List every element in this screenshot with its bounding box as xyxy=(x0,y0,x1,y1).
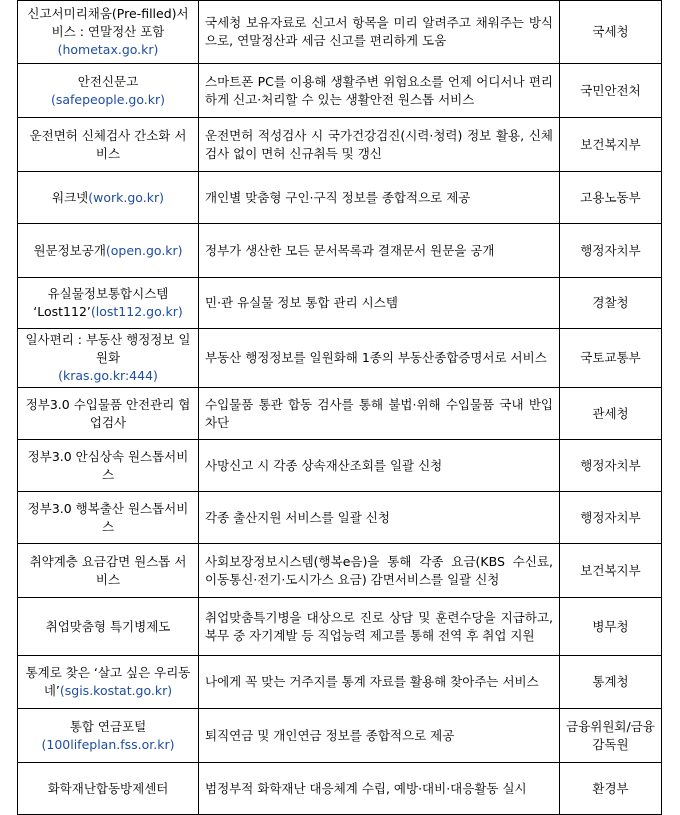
table-row xyxy=(18,544,662,598)
service-description: 사망신고 시 각종 상속재산조회를 일괄 신청 xyxy=(199,440,560,492)
service-description: 운전면허 적성검사 시 국가건강검진(시력·청력) 정보 활용, 신체검사 없이 면허 신규취득 및 갱신 xyxy=(199,118,560,172)
service-description: 정부가 생산한 모든 문서목록과 결재문서 원문을 공개 xyxy=(199,224,560,278)
agency-name: 금융위원회/금융감독원 xyxy=(560,709,662,763)
agency-name: 국민안전처 xyxy=(560,64,662,118)
service-name-cell xyxy=(18,1,199,64)
service-name-cell xyxy=(18,278,199,329)
agency-name: 병무청 xyxy=(560,598,662,656)
service-description: 스마트폰 PC를 이용해 생활주변 위험요소를 언제 어디서나 편리하게 신고·처리할 수 있는 생활안전 원스톱 서비스 xyxy=(199,64,560,118)
service-description: 개인별 맞춤형 구인·구직 정보를 종합적으로 제공 xyxy=(199,172,560,224)
agency-name: 통계청 xyxy=(560,656,662,709)
service-url[interactable]: (hometax.go.kr) xyxy=(57,42,159,57)
service-description: 범정부적 화학재난 대응체계 수립, 예방·대비·대응활동 실시 xyxy=(199,763,560,815)
service-name: 정부3.0 행복출산 원스톱서비스 xyxy=(27,500,189,534)
agency-name: 관세청 xyxy=(560,388,662,440)
service-url[interactable]: (kras.go.kr:444) xyxy=(58,368,158,383)
service-description: 민·관 유실물 정보 통합 관리 시스템 xyxy=(199,278,560,329)
table-row xyxy=(18,118,662,172)
service-name-cell xyxy=(18,763,199,815)
service-name: 정부3.0 안심상속 원스톱서비스 xyxy=(27,448,189,482)
table-row xyxy=(18,492,662,544)
service-name-cell xyxy=(18,544,199,598)
service-name-cell xyxy=(18,172,199,224)
agency-name: 보건복지부 xyxy=(560,544,662,598)
service-name: 원문정보공개 xyxy=(33,242,106,258)
service-url[interactable]: (sgis.kostat.go.kr) xyxy=(59,683,173,698)
service-description: 국세청 보유자료로 신고서 항목을 미리 알려주고 채워주는 방식으로, 연말정산과 세금 신고를 편리하게 도움 xyxy=(199,1,560,64)
service-name: 안전신문고 xyxy=(77,73,139,89)
service-name-cell xyxy=(18,440,199,492)
agency-name: 환경부 xyxy=(560,763,662,815)
table-row xyxy=(18,224,662,278)
agency-name: 국토교통부 xyxy=(560,329,662,388)
table-row xyxy=(18,440,662,492)
service-name-cell xyxy=(18,118,199,172)
service-description: 나에게 꼭 맞는 거주지를 통계 자료를 활용해 찾아주는 서비스 xyxy=(199,656,560,709)
services-table xyxy=(17,0,662,815)
service-url[interactable]: (lost112.go.kr) xyxy=(90,304,183,319)
service-name: 일사편리 : 부동산 행정정보 일원화 xyxy=(25,332,191,365)
service-url[interactable]: (work.go.kr) xyxy=(88,189,164,205)
service-description: 수입물품 통관 합동 검사를 통해 불법·위해 수입물품 국내 반입 차단 xyxy=(199,388,560,440)
service-name-cell xyxy=(18,329,199,388)
table-row xyxy=(18,763,662,815)
service-name: 통합 연금포털 xyxy=(69,718,147,734)
service-name-cell xyxy=(18,64,199,118)
table-row xyxy=(18,1,662,64)
table-row xyxy=(18,278,662,329)
agency-name: 행정자치부 xyxy=(560,224,662,278)
table-row xyxy=(18,64,662,118)
service-name: 유실물정보통합시스템 ‘Lost112’ xyxy=(33,286,169,319)
service-name: 워크넷 xyxy=(52,189,89,205)
service-url[interactable]: (safepeople.go.kr) xyxy=(50,91,166,107)
service-name-cell xyxy=(18,388,199,440)
service-name: 취업맞춤형 특기병제도 xyxy=(45,618,171,634)
table-row xyxy=(18,656,662,709)
service-name-cell xyxy=(18,492,199,544)
table-row xyxy=(18,329,662,388)
service-name: 화학재난합동방제센터 xyxy=(47,780,169,796)
service-description: 취업맞춤특기병을 대상으로 진로 상담 및 훈련수당을 지급하고, 복무 중 자기계발 등 직업능력 제고를 통해 전역 후 취업 지원 xyxy=(199,598,560,656)
agency-name: 국세청 xyxy=(560,1,662,64)
service-name: 정부3.0 수입물품 안전관리 협업검사 xyxy=(25,396,191,430)
agency-name: 경찰청 xyxy=(560,278,662,329)
service-description: 각종 출산지원 서비스를 일괄 신청 xyxy=(199,492,560,544)
table-row xyxy=(18,388,662,440)
table-row xyxy=(18,709,662,763)
agency-name: 행정자치부 xyxy=(560,440,662,492)
table-row xyxy=(18,172,662,224)
agency-name: 보건복지부 xyxy=(560,118,662,172)
service-name-cell xyxy=(18,656,199,709)
table-row xyxy=(18,598,662,656)
service-name-cell xyxy=(18,224,199,278)
service-name-cell xyxy=(18,709,199,763)
service-description: 퇴직연금 및 개인연금 정보를 종합적으로 제공 xyxy=(199,709,560,763)
service-description: 부동산 행정정보를 일원화해 1종의 부동산종합증명서로 서비스 xyxy=(199,329,560,388)
service-description: 사회보장정보시스템(행복e음)을 통해 각종 요금(KBS 수신료, 이동통신·전기·도시가스 요금) 감면서비스를 일괄 신청 xyxy=(199,544,560,598)
service-name: 취약계층 요금감면 원스톱 서비스 xyxy=(29,553,187,587)
agency-name: 행정자치부 xyxy=(560,492,662,544)
service-name-cell xyxy=(18,598,199,656)
service-name: 운전면허 신체검사 간소화 서비스 xyxy=(29,127,187,161)
service-url[interactable]: (open.go.kr) xyxy=(105,242,183,258)
service-name: 통계로 찾은 ‘살고 싶은 우리동네’ xyxy=(25,665,191,698)
agency-name: 고용노동부 xyxy=(560,172,662,224)
service-url[interactable]: (100lifeplan.fss.or.kr) xyxy=(41,736,175,752)
service-name: 신고서미리채움(Pre-filled)서비스 : 연말정산 포함 xyxy=(27,6,189,39)
